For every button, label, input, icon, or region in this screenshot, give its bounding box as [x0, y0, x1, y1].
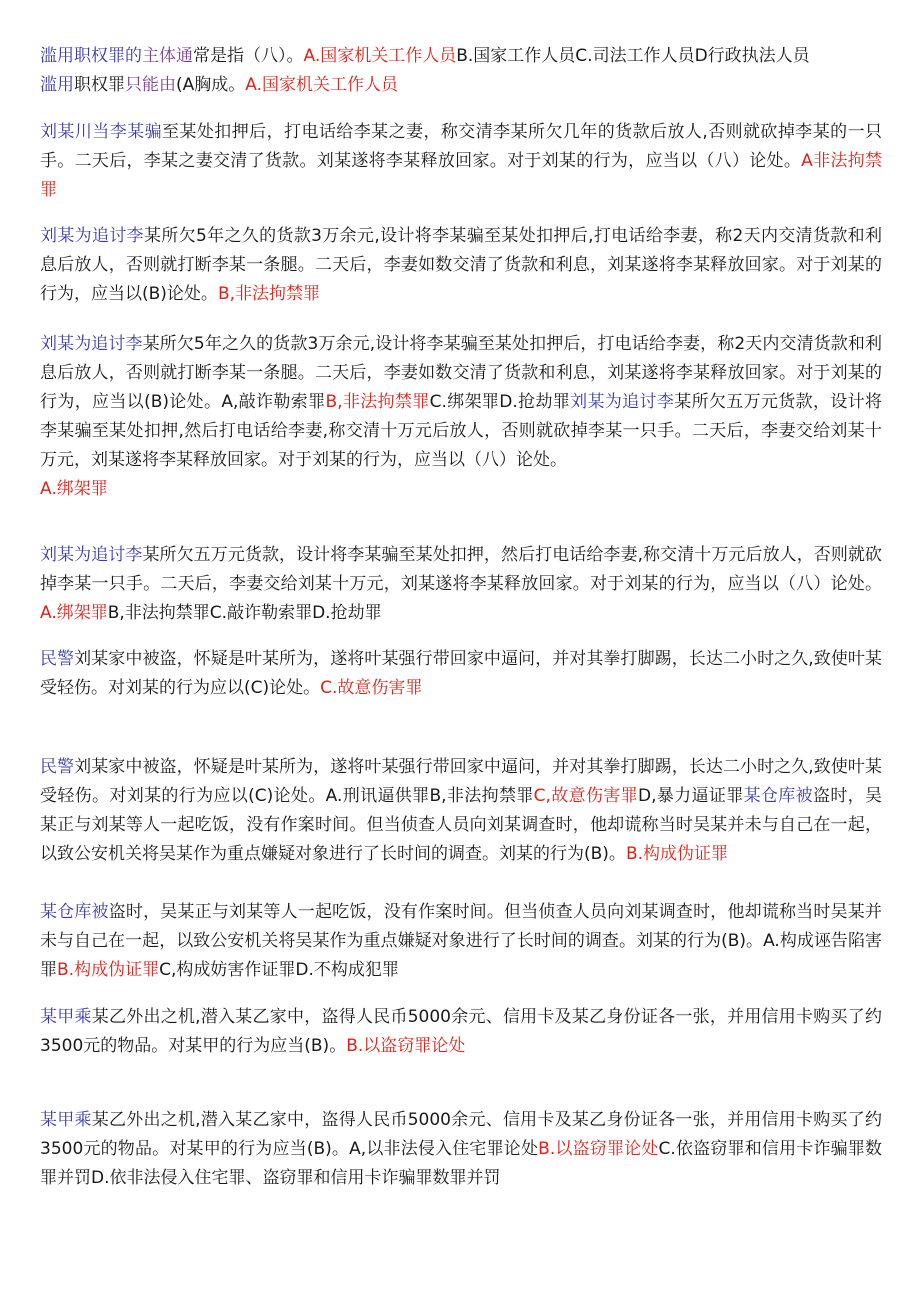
lead-text: 某仓库被: [40, 902, 109, 922]
body-text: 某乙外出之机,潜入某乙家中，盗得人民币5000余元、信用卡及某乙身份证各一张，并用信用卡购买了约3500元的物品。对某甲的行为应当(B)。: [40, 1007, 883, 1056]
lead-text: 刘某川当李某骗: [40, 122, 163, 142]
question-liu-hostage: [40, 118, 882, 205]
answer-text: C.故意伤害罪: [320, 678, 423, 698]
answer-text: B,非法拘禁罪: [217, 284, 321, 304]
body-text: 刘某家中被盗，怀疑是叶某所为，遂将叶某强行带回家中逼问，并对其拳打脚踢，长达二小时之久,致使叶某受轻伤。对刘某的行为应以(C)论处。: [40, 649, 883, 698]
body-text: 盗时，吴某正与刘某等人一起吃饭，没有作案时间。但当侦查人员向刘某调查时，他却谎称当时吴某并未与自己在一起，以致公安机关将吴某作为重点嫌疑对象进行了长时间的调查。刘某的行为(B)。A.构成诬告陷害罪: [40, 902, 882, 980]
lead-text: 滥用: [40, 75, 74, 95]
body-text: 某所欠五万元货款，设计将李某骗至某处扣押，然后打电话给李妻,称交清十万元后放人，否则就砍掉李某一只手。二天后，李妻交给刘某十万元，刘某遂将李某释放回家。对于刘某的行为，应当以（八）论处。: [40, 545, 883, 594]
question-liu-debt-options: [40, 330, 882, 504]
question-liu-kidnap-options: [40, 541, 882, 628]
body-text: 常是指（八）。: [193, 46, 304, 66]
answer-text: B.构成伪证罪: [625, 844, 729, 864]
answer-text: A.国家机关工作人员: [245, 75, 398, 95]
question-theft-credit-card-options: [40, 1106, 882, 1193]
options-text: B,非法拘禁罪C.敲诈勒索罪D.抢劫罪: [107, 603, 382, 623]
question-theft-credit-card: [40, 1003, 882, 1061]
answer-text: C,故意伤害罪: [533, 786, 638, 806]
lead-text: 民警: [40, 757, 75, 777]
answer-text: A.绑架罪: [40, 603, 108, 623]
body-text: 至某处扣押后，打电话给李某之妻，称交清李某所欠几年的货款后放人,否则就砍掉李某的一只手。二天后，李某之妻交清了货款。刘某遂将李某释放回家。对于刘某的行为，应当以（八）论处。: [40, 122, 883, 171]
question-liu-debt-collection: [40, 222, 882, 309]
answer-text: B,非法拘禁罪: [325, 392, 430, 412]
answer-text: B.构成伪证罪: [57, 960, 160, 980]
body-text: 某所欠5年之久的货款3万余元,设计将李某骗至某处扣押后,打电话给李妻，称2天内交清货款和利息后放人，否则就打断李某一条腿。二天后，李妻如数交清了货款和利息，刘某遂将李某释放回家。对于刘某的行为，应当以(B)论处。: [40, 226, 882, 304]
options-text: B.国家工作人员C.司法工作人员D行政执法人员: [456, 46, 810, 66]
answer-text: B.以盗窃罪论处: [538, 1139, 659, 1159]
question-perjury-options: [40, 898, 882, 985]
body-text: 盗时，吴某正与刘某等人一起吃饭，没有作案时间。但当侦查人员向刘某调查时，他却谎称当时吴某并未与自己在一起，以致公安机关将吴某作为重点嫌疑对象进行了长时间的调查。刘某的行为(B)。: [40, 786, 883, 864]
options-text: C,构成妨害作证罪D.不构成犯罪: [159, 960, 399, 980]
body-text: 某所欠五万元货款，设计将李某骗至某处扣押,然后打电话给李妻,称交清十万元后放人，否则就砍掉李某一只手。二天后，李妻交给刘某十万元，刘某遂将李某释放回家。对于刘某的行为，应当以（八）论处。: [40, 392, 883, 470]
lead-text: 刘某为追讨李: [40, 226, 145, 246]
lead-text: 某仓库被: [743, 786, 813, 806]
body-text: (A胸成。: [176, 75, 246, 95]
question-abuse-of-power-subject: [40, 42, 882, 100]
body-text: 职权罪: [74, 75, 125, 95]
options-text: C.绑架罪D.抢劫罪: [429, 392, 571, 412]
answer-text: A非法拘禁罪: [40, 151, 882, 200]
body-text: 刘某家中被盗，怀疑是叶某所为，遂将叶某强行带回家中逼问，并对其拳打脚踢，长达二小时之久,致使叶某受轻伤。对刘某的行为应以(C)论处。A.刑讯逼供罪B,非法拘禁罪: [40, 757, 883, 806]
body-text: 某乙外出之机,潜入某乙家中，盗得人民币5000余元、信用卡及某乙身份证各一张，并用信用卡购买了约3500元的物品。对某甲的行为应当(B)。A,以非法侵入住宅罪论处: [40, 1110, 883, 1159]
lead-text: 某甲乘: [40, 1007, 92, 1027]
lead-text: 滥用职权罪的: [40, 46, 142, 66]
options-text: D,暴力逼证罪: [638, 786, 744, 806]
lead-text: 刘某为追讨李: [40, 545, 143, 565]
options-text: C.依盗窃罪和信用卡诈骗罪数罪并罚D.依非法侵入住宅罪、盗窃罪和信用卡诈骗罪数罪并罚: [40, 1139, 882, 1188]
paragraph-line: [40, 71, 882, 100]
lead-text: 只能由: [125, 75, 176, 95]
paragraph-line: [40, 42, 882, 71]
answer-text: B.以盗窃罪论处: [346, 1036, 466, 1056]
lead-text: 刘某为追讨李: [570, 392, 675, 412]
body-text: 某所欠5年之久的货款3万余元,设计将李某骗至某处扣押后，打电话给李妻，称2天内交清货款和利息后放人，否则就打断李某一条腿。二天后，李妻如数交清了货款和利息，刘某遂将李某释放回家。对于刘某的行为，应当以(B)论处。A,敲诈勒索罪: [40, 334, 882, 412]
lead-text: 民警: [40, 649, 75, 669]
answer-text: A.国家机关工作人员: [303, 46, 457, 66]
lead-text: 刘某为追讨李: [40, 334, 143, 354]
lead-text: 主体通: [142, 46, 193, 66]
question-police-assault: [40, 645, 882, 703]
lead-text: 某甲乘: [40, 1110, 92, 1130]
question-police-assault-options: [40, 753, 882, 869]
answer-text: A.绑架罪: [40, 479, 108, 499]
